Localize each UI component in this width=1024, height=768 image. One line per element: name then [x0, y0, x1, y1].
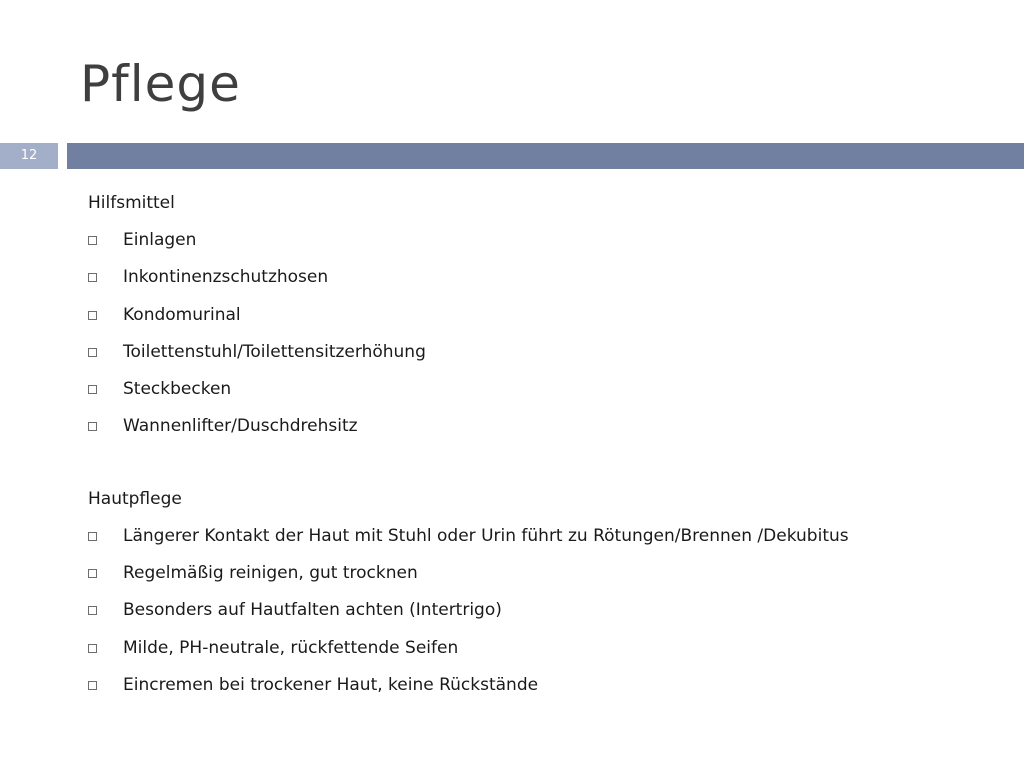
list-item-text: Steckbecken: [123, 379, 232, 400]
list-item: [88, 264, 988, 290]
list-item-text: Kondomurinal: [123, 304, 241, 325]
slide-body: [88, 190, 988, 709]
list-item: [88, 635, 988, 661]
list-item-text: Regelmäßig reinigen, gut trocknen: [123, 563, 418, 584]
square-bullet-icon: [88, 236, 97, 245]
list-item: [88, 597, 988, 623]
square-bullet-icon: [88, 681, 97, 690]
list-item-text: Besonders auf Hautfalten achten (Intertrigo): [123, 600, 502, 621]
list-item: [88, 413, 988, 439]
list-item: [88, 227, 988, 253]
list-item-text: Inkontinenzschutzhosen: [123, 267, 329, 288]
list-item-text: Wannenlifter/Duschdrehsitz: [123, 416, 358, 437]
list-item: [88, 560, 988, 586]
list-item-text: Eincremen bei trockener Haut, keine Rückstände: [123, 674, 539, 695]
section-heading-hilfsmittel: Hilfsmittel: [88, 193, 175, 213]
title-divider-bar: [67, 143, 1024, 169]
list-item-text: Längerer Kontakt der Haut mit Stuhl oder Urin führt zu Rötungen/Brennen /Dekubitus: [123, 525, 849, 546]
list-item: [88, 672, 988, 698]
square-bullet-icon: [88, 348, 97, 357]
list-item: [88, 523, 988, 549]
square-bullet-icon: [88, 532, 97, 541]
square-bullet-icon: [88, 311, 97, 320]
section-heading-hautpflege: Hautpflege: [88, 488, 182, 509]
square-bullet-icon: [88, 606, 97, 615]
square-bullet-icon: [88, 273, 97, 282]
slide-title: Pflege: [80, 55, 241, 113]
section-spacer: [88, 451, 988, 486]
square-bullet-icon: [88, 385, 97, 394]
square-bullet-icon: [88, 422, 97, 431]
list-item: [88, 302, 988, 328]
list-item-text: Milde, PH-neutrale, rückfettende Seifen: [123, 637, 459, 658]
list-item-text: Toilettenstuhl/Toilettensitzerhöhung: [123, 341, 426, 362]
list-item: [88, 376, 988, 402]
list-item-text: Einlagen: [123, 230, 197, 250]
list-item: [88, 339, 988, 365]
square-bullet-icon: [88, 644, 97, 653]
slide-number: 12: [20, 148, 38, 163]
square-bullet-icon: [88, 569, 97, 578]
